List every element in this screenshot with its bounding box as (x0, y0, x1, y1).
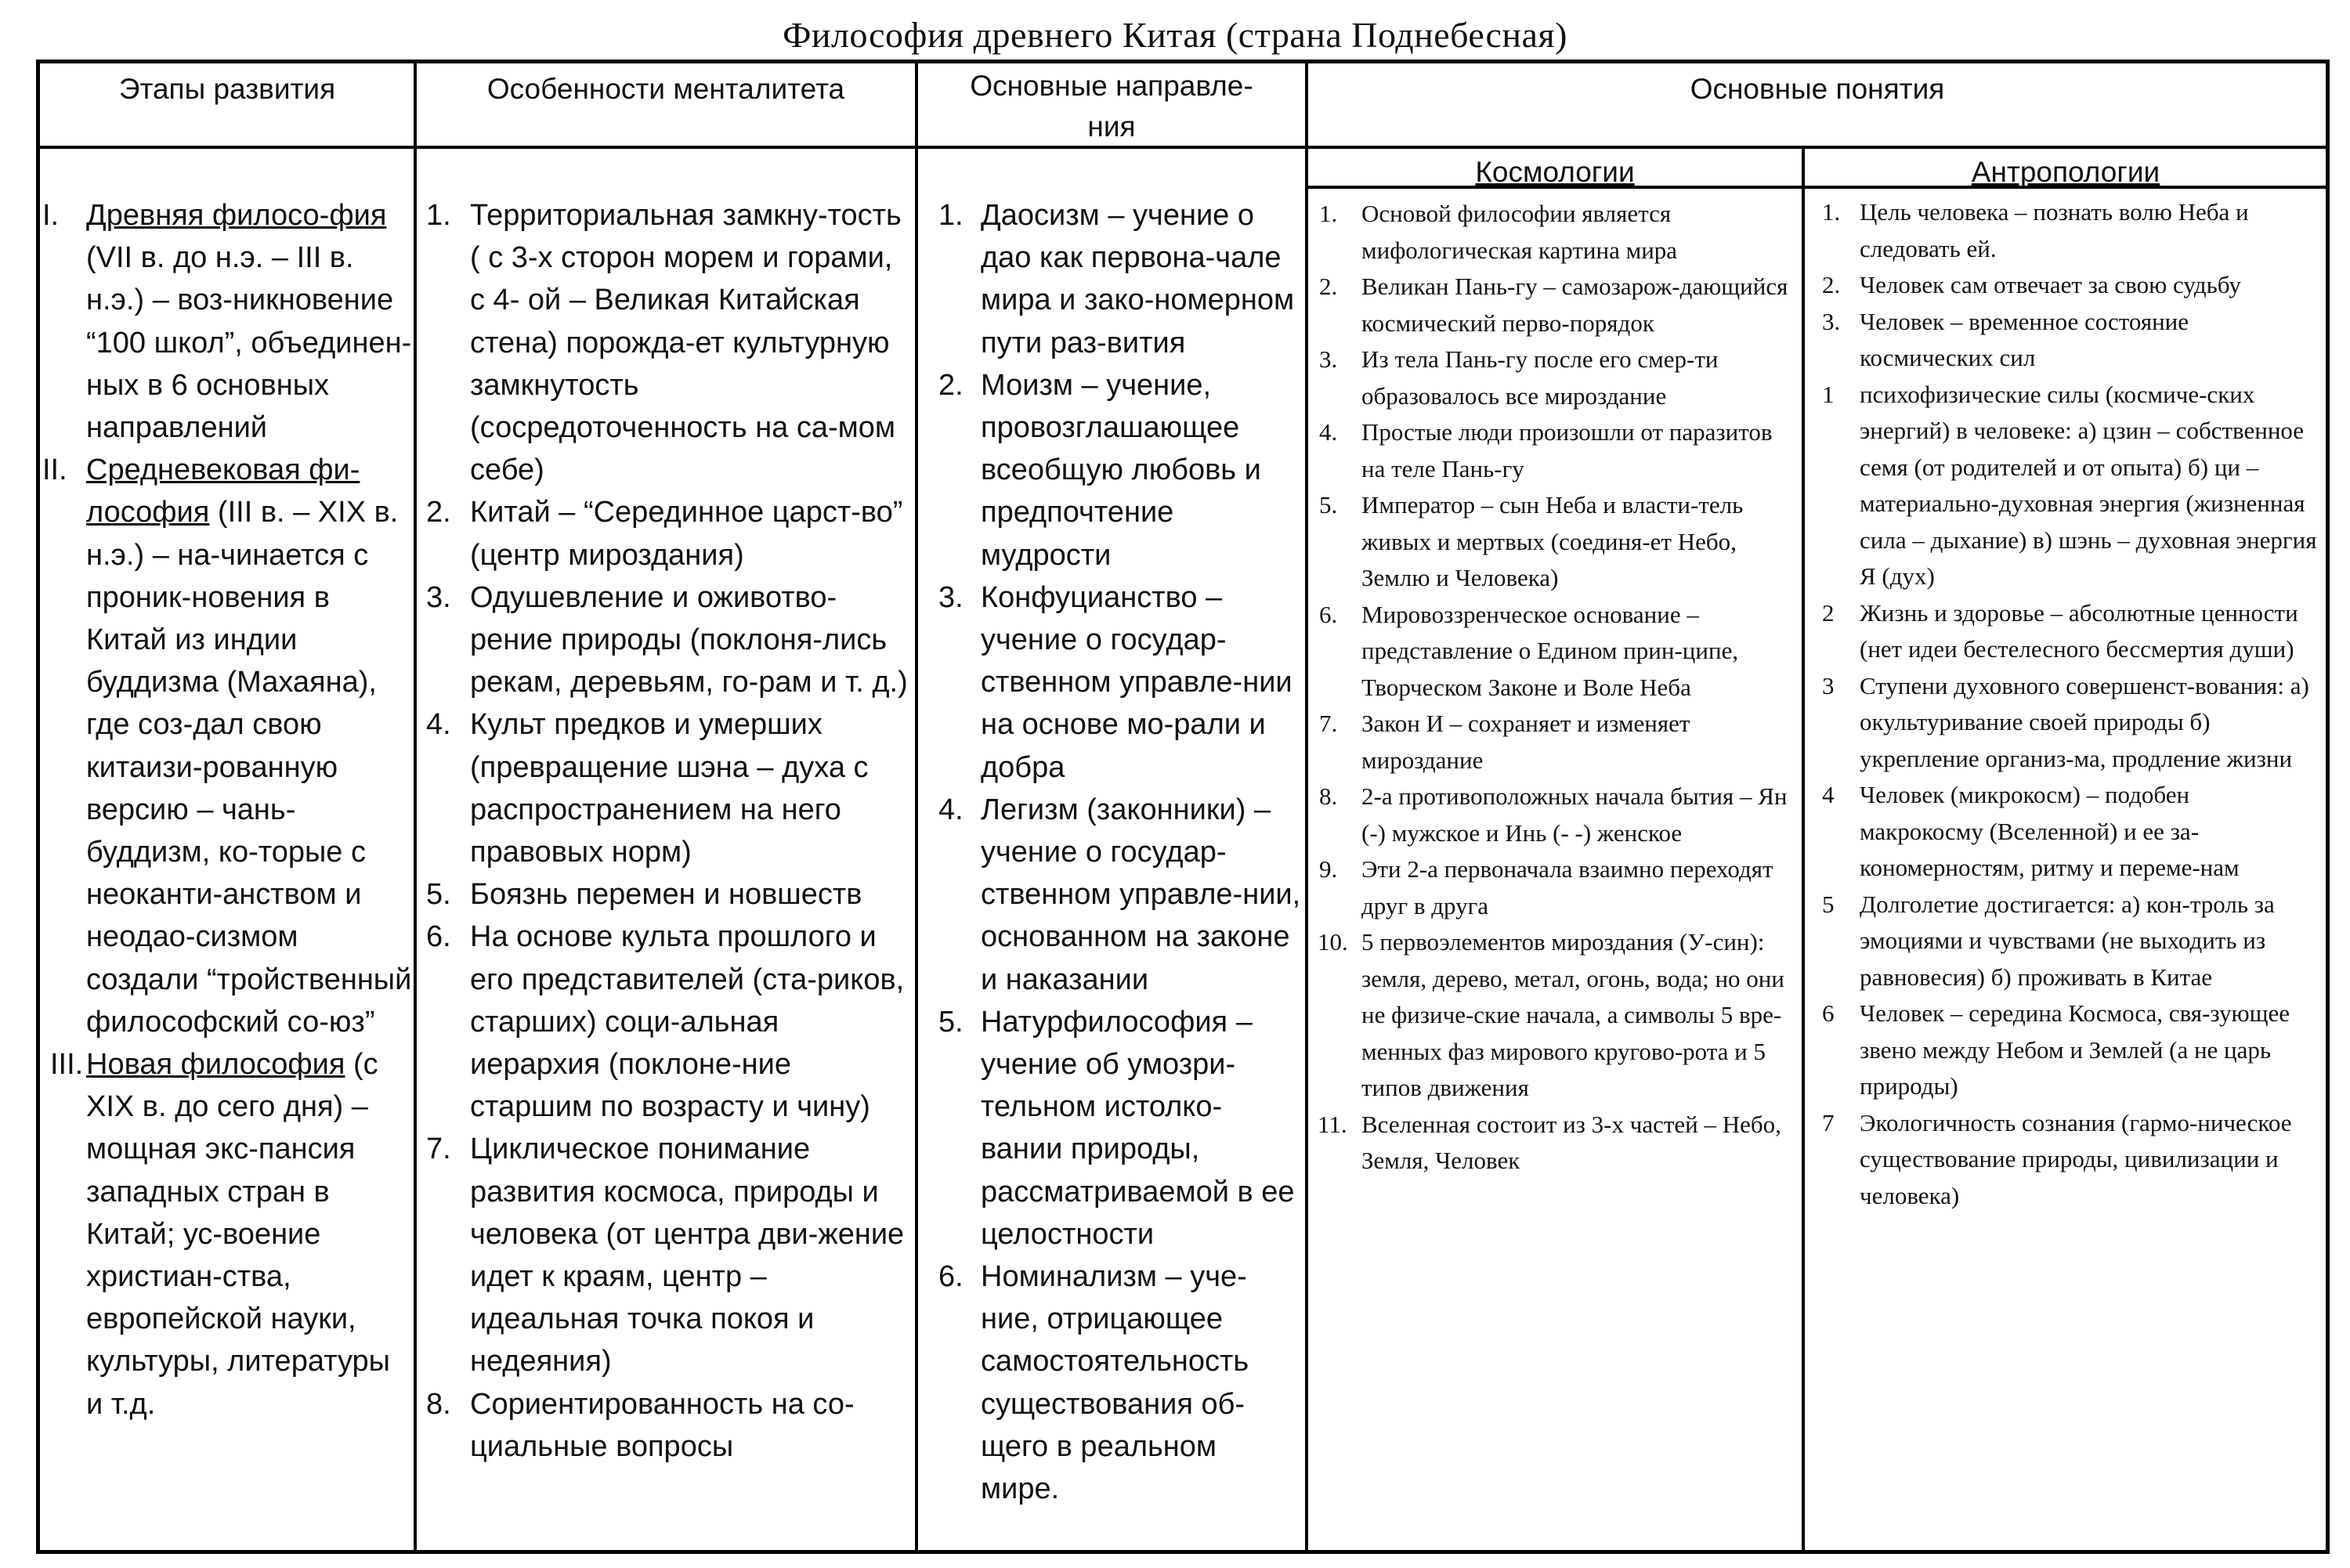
direction-item (921, 194, 1302, 364)
column-divider (1305, 60, 1308, 1554)
column-divider (1802, 147, 1805, 1554)
item-number: 2. (1319, 273, 1338, 300)
anthropology-column (1808, 194, 2326, 1214)
item-text: Номинализм – уче-ние, отрицающее самостоятельность существования об-щего в реальном мире. (981, 1260, 1249, 1506)
anthropology-item (1808, 668, 2319, 778)
direction-item (921, 789, 1302, 1001)
cosmology-item (1311, 597, 1795, 706)
page-title: Философия древнего Китая (страна Поднебесная) (783, 15, 1567, 55)
anthropology-item (1808, 267, 2319, 304)
item-text: Культ предков и умерших (превращение шэна – духа с распространением на него правовых норм) (470, 708, 869, 869)
item-number: 3 (1822, 671, 1835, 699)
item-number: 4 (1822, 781, 1835, 808)
item-text: Ступени духовного совершенст-вования: а) окультуривание своей природы б) укрепление организ-ма, продление жизни (1860, 671, 2309, 772)
item-number: 1. (938, 199, 964, 232)
direction-item (921, 364, 1302, 576)
item-number: 10. (1318, 928, 1348, 956)
item-text: Человек – середина Космоса, свя-зующее звено между Небом и Землей (а не царь природы) (1860, 999, 2290, 1100)
mentality-item (420, 916, 910, 1128)
mentality-item (420, 194, 910, 491)
stage-description: (VII в. до н.э. – III в. н.э.) – воз-никновение “100 школ”, объединен-ных в 6 основных направлений (86, 241, 412, 445)
mentality-item (420, 576, 910, 704)
item-number: 1. (1822, 198, 1841, 226)
stage-item (39, 449, 414, 1043)
item-text: Закон И – сохраняет и изменяет мироздание (1361, 710, 1690, 774)
mentality-item (420, 491, 910, 576)
directions-column (921, 194, 1305, 1510)
stage-heading: Средневековая фи-лософия (86, 453, 360, 529)
item-number: 2. (1822, 271, 1841, 298)
cosmology-item (1311, 924, 1795, 1107)
anthropology-item (1808, 1105, 2319, 1215)
item-text: 2-а противоположных начала бытия – Ян (-) мужское и Инь (- -) женское (1361, 782, 1788, 847)
item-number: 4. (426, 708, 451, 742)
item-number: 5. (426, 878, 451, 912)
item-text: Человек – временное состояние космических сил (1860, 307, 2189, 371)
anthropology-item (1808, 377, 2319, 595)
item-number: 3. (938, 580, 964, 614)
mentality-item (420, 703, 910, 873)
stage-item (39, 194, 414, 449)
item-text: Эти 2-а первоначала взаимно переходят друг в друга (1361, 855, 1773, 919)
subheader-cosmology: Космологии (1475, 156, 1635, 188)
anthropology-item (1808, 304, 2319, 377)
item-text: Цель человека – познать волю Неба и следовать ей. (1860, 198, 2249, 262)
item-number: 3. (1319, 345, 1338, 373)
item-number: 5 (1822, 890, 1835, 918)
item-number: 11. (1318, 1110, 1347, 1138)
item-text: Легизм (законники) – учение о государ-ственном управле-нии, основанном на законе и наказании (981, 793, 1301, 996)
anthropology-item (1808, 887, 2319, 996)
item-number: 2. (938, 368, 964, 402)
item-text: Натурфилософия – учение об умозри-тельном истолко-вании природы, рассматриваемой в ее целостности (981, 1005, 1295, 1251)
item-text: Из тела Пань-гу после его смер-ти образовалось все мироздание (1361, 345, 1719, 410)
item-number: 4. (938, 793, 964, 826)
item-number: 7 (1822, 1108, 1835, 1136)
anthropology-item (1808, 995, 2319, 1105)
item-text: Основой философии является мифологическая картина мира (1361, 200, 1678, 264)
item-text: Боязнь перемен и новшеств (470, 878, 862, 912)
stage-number: II. (42, 453, 67, 487)
mentality-column (420, 194, 915, 1468)
header-stages: Этапы развития (118, 73, 336, 105)
item-number: 3. (426, 580, 451, 614)
cosmology-item (1311, 414, 1795, 487)
mentality-item (420, 873, 910, 916)
item-text: Мировоззренческое основание – представление о Едином прин-ципе, Творческом Законе и Воле Неба (1361, 600, 1739, 701)
header-directions: Основные направле-ния (970, 70, 1253, 143)
stage-number: III. (50, 1048, 84, 1082)
item-number: 4. (1319, 418, 1338, 446)
item-text: Китай – “Серединное царст-во” (центр мироздания) (470, 496, 903, 572)
item-text: Великан Пань-гу – самозарож-дающийся космический перво-порядок (1361, 273, 1788, 337)
item-number: 6. (1319, 600, 1338, 628)
cosmology-item (1311, 487, 1795, 597)
item-text: Император – сын Неба и власти-тель живых и мертвых (соединя-ет Небо, Землю и Человека) (1361, 491, 1744, 591)
cosmology-item (1311, 341, 1795, 414)
cosmology-item (1311, 851, 1795, 924)
item-text: Конфуцианство – учение о государ-ственном управле-нии на основе мо-рали и добра (981, 580, 1292, 784)
item-number: 7. (426, 1133, 451, 1166)
item-number: 1. (426, 199, 451, 232)
column-divider (915, 60, 918, 1554)
stage-heading: Древняя филосо-фия (86, 199, 387, 232)
item-number: 1 (1822, 380, 1835, 408)
item-text: На основе культа прошлого и его представителей (ста-риков, старших) соци-альная иерархия (поклоне-ние старшим по возрасту и чину) (470, 920, 905, 1124)
item-number: 9. (1319, 855, 1338, 883)
direction-item (921, 576, 1302, 789)
item-text: Жизнь и здоровье – абсолютные ценности (нет идеи бестелесного бессмертия души) (1860, 598, 2298, 663)
item-text: Долголетие достигается: а) кон-троль за эмоциями и чувствами (не выходить из равновесия) б) проживать в Китае (1860, 890, 2275, 991)
anthropology-item (1808, 595, 2319, 668)
mentality-item (420, 1128, 910, 1382)
item-number: 7. (1319, 710, 1338, 737)
item-number: 6 (1822, 999, 1835, 1027)
item-number: 5. (938, 1005, 964, 1039)
stage-number: I. (42, 199, 60, 232)
item-text: Вселенная состоит из 3-х частей – Небо, Земля, Человек (1361, 1110, 1781, 1174)
anthropology-item (1808, 777, 2319, 887)
item-number: 3. (1822, 307, 1841, 335)
item-text: Циклическое понимание развития космоса, природы и человека (от центра дви-жение идет к краям, центр – идеальная точка покоя и недеяния) (470, 1133, 905, 1378)
item-number: 6. (426, 920, 451, 954)
item-text: 5 первоэлементов мироздания (У-син): земля, дерево, метал, огонь, вода; но они не физиче-ские начала, а символы 5 вре-менных фаз мирового кругово-рота и 5 типов движения (1361, 928, 1784, 1101)
cosmology-item (1311, 196, 1795, 269)
cosmology-item (1311, 269, 1795, 341)
stage-description: (с XIX в. до сего дня) – мощная экс-пансия западных стран в Китай; ус-воение христиан-ства, европейской науки, культуры, литературы и т.д. (86, 1048, 390, 1421)
stage-item (39, 1043, 414, 1425)
item-number: 1. (1319, 200, 1338, 227)
item-text: Человек (микрокосм) – подобен макрокосму (Вселенной) и ее за-кономерностям, ритму и переме-нам (1860, 781, 2240, 881)
item-text: Территориальная замкну-тость ( с 3-х сторон морем и горами, с 4- ой – Великая Китайская стена) порожда-ет культурную замкнутость (сосредоточенность на са-мом себе) (470, 199, 902, 487)
item-text: Экологичность сознания (гармо-ническое существование природы, цивилизации и человека) (1860, 1108, 2292, 1209)
cosmology-item (1311, 1107, 1795, 1180)
cosmology-item (1311, 706, 1795, 779)
column-divider (414, 60, 417, 1554)
mentality-item (420, 1383, 910, 1468)
item-text: Моизм – учение, провозглашающее всеобщую любовь и предпочтение мудрости (981, 368, 1261, 572)
cosmology-item (1311, 779, 1795, 851)
stages-column (39, 194, 414, 1425)
cosmology-column (1311, 196, 1802, 1180)
item-number: 8. (426, 1387, 451, 1421)
item-number: 2. (426, 496, 451, 529)
header-mentality: Особенности менталитета (486, 73, 845, 105)
item-text: Одушевление и оживотво-рение природы (поклоня-лись рекам, деревьям, го-рам и т. д.) (470, 580, 908, 699)
item-text: Человек сам отвечает за свою судьбу (1860, 271, 2241, 298)
item-text: Сориентированность на со-циальные вопросы (470, 1387, 855, 1463)
item-number: 8. (1319, 782, 1338, 810)
item-number: 6. (938, 1260, 964, 1294)
anthropology-item (1808, 194, 2319, 267)
stage-heading: Новая философия (86, 1048, 345, 1082)
direction-item (921, 1001, 1302, 1255)
item-text: психофизические силы (космиче-ских энергий) в человеке: а) цзин – собственное семя (от родителей и от опыта) б) ци – материально-духовная энергия (жизненная сила – дыхание) в) шэнь – духовная энергия Я (дух) (1860, 380, 2317, 590)
direction-item (921, 1255, 1302, 1510)
item-number: 2 (1822, 598, 1835, 627)
header-concepts: Основные понятия (1690, 73, 1945, 105)
item-text: Простые люди произошли от паразитов на теле Пань-гу (1361, 418, 1773, 482)
item-text: Даосизм – учение о дао как первона-чале мира и зако-номерном пути раз-вития (981, 199, 1295, 359)
subheader-anthropology: Антропологии (1971, 156, 2160, 188)
item-number: 5. (1319, 491, 1338, 518)
stage-description: (III в. – XIX в. н.э.) – на-чинается с проник-новения в Китай из индии буддизма (Махаяна), где соз-дал свою китаизи-рованную версию – чань-буддизм, ко-торые с неоканти-анством и неодао-сизмом создали “тройственный философский со-юз” (86, 496, 412, 1039)
